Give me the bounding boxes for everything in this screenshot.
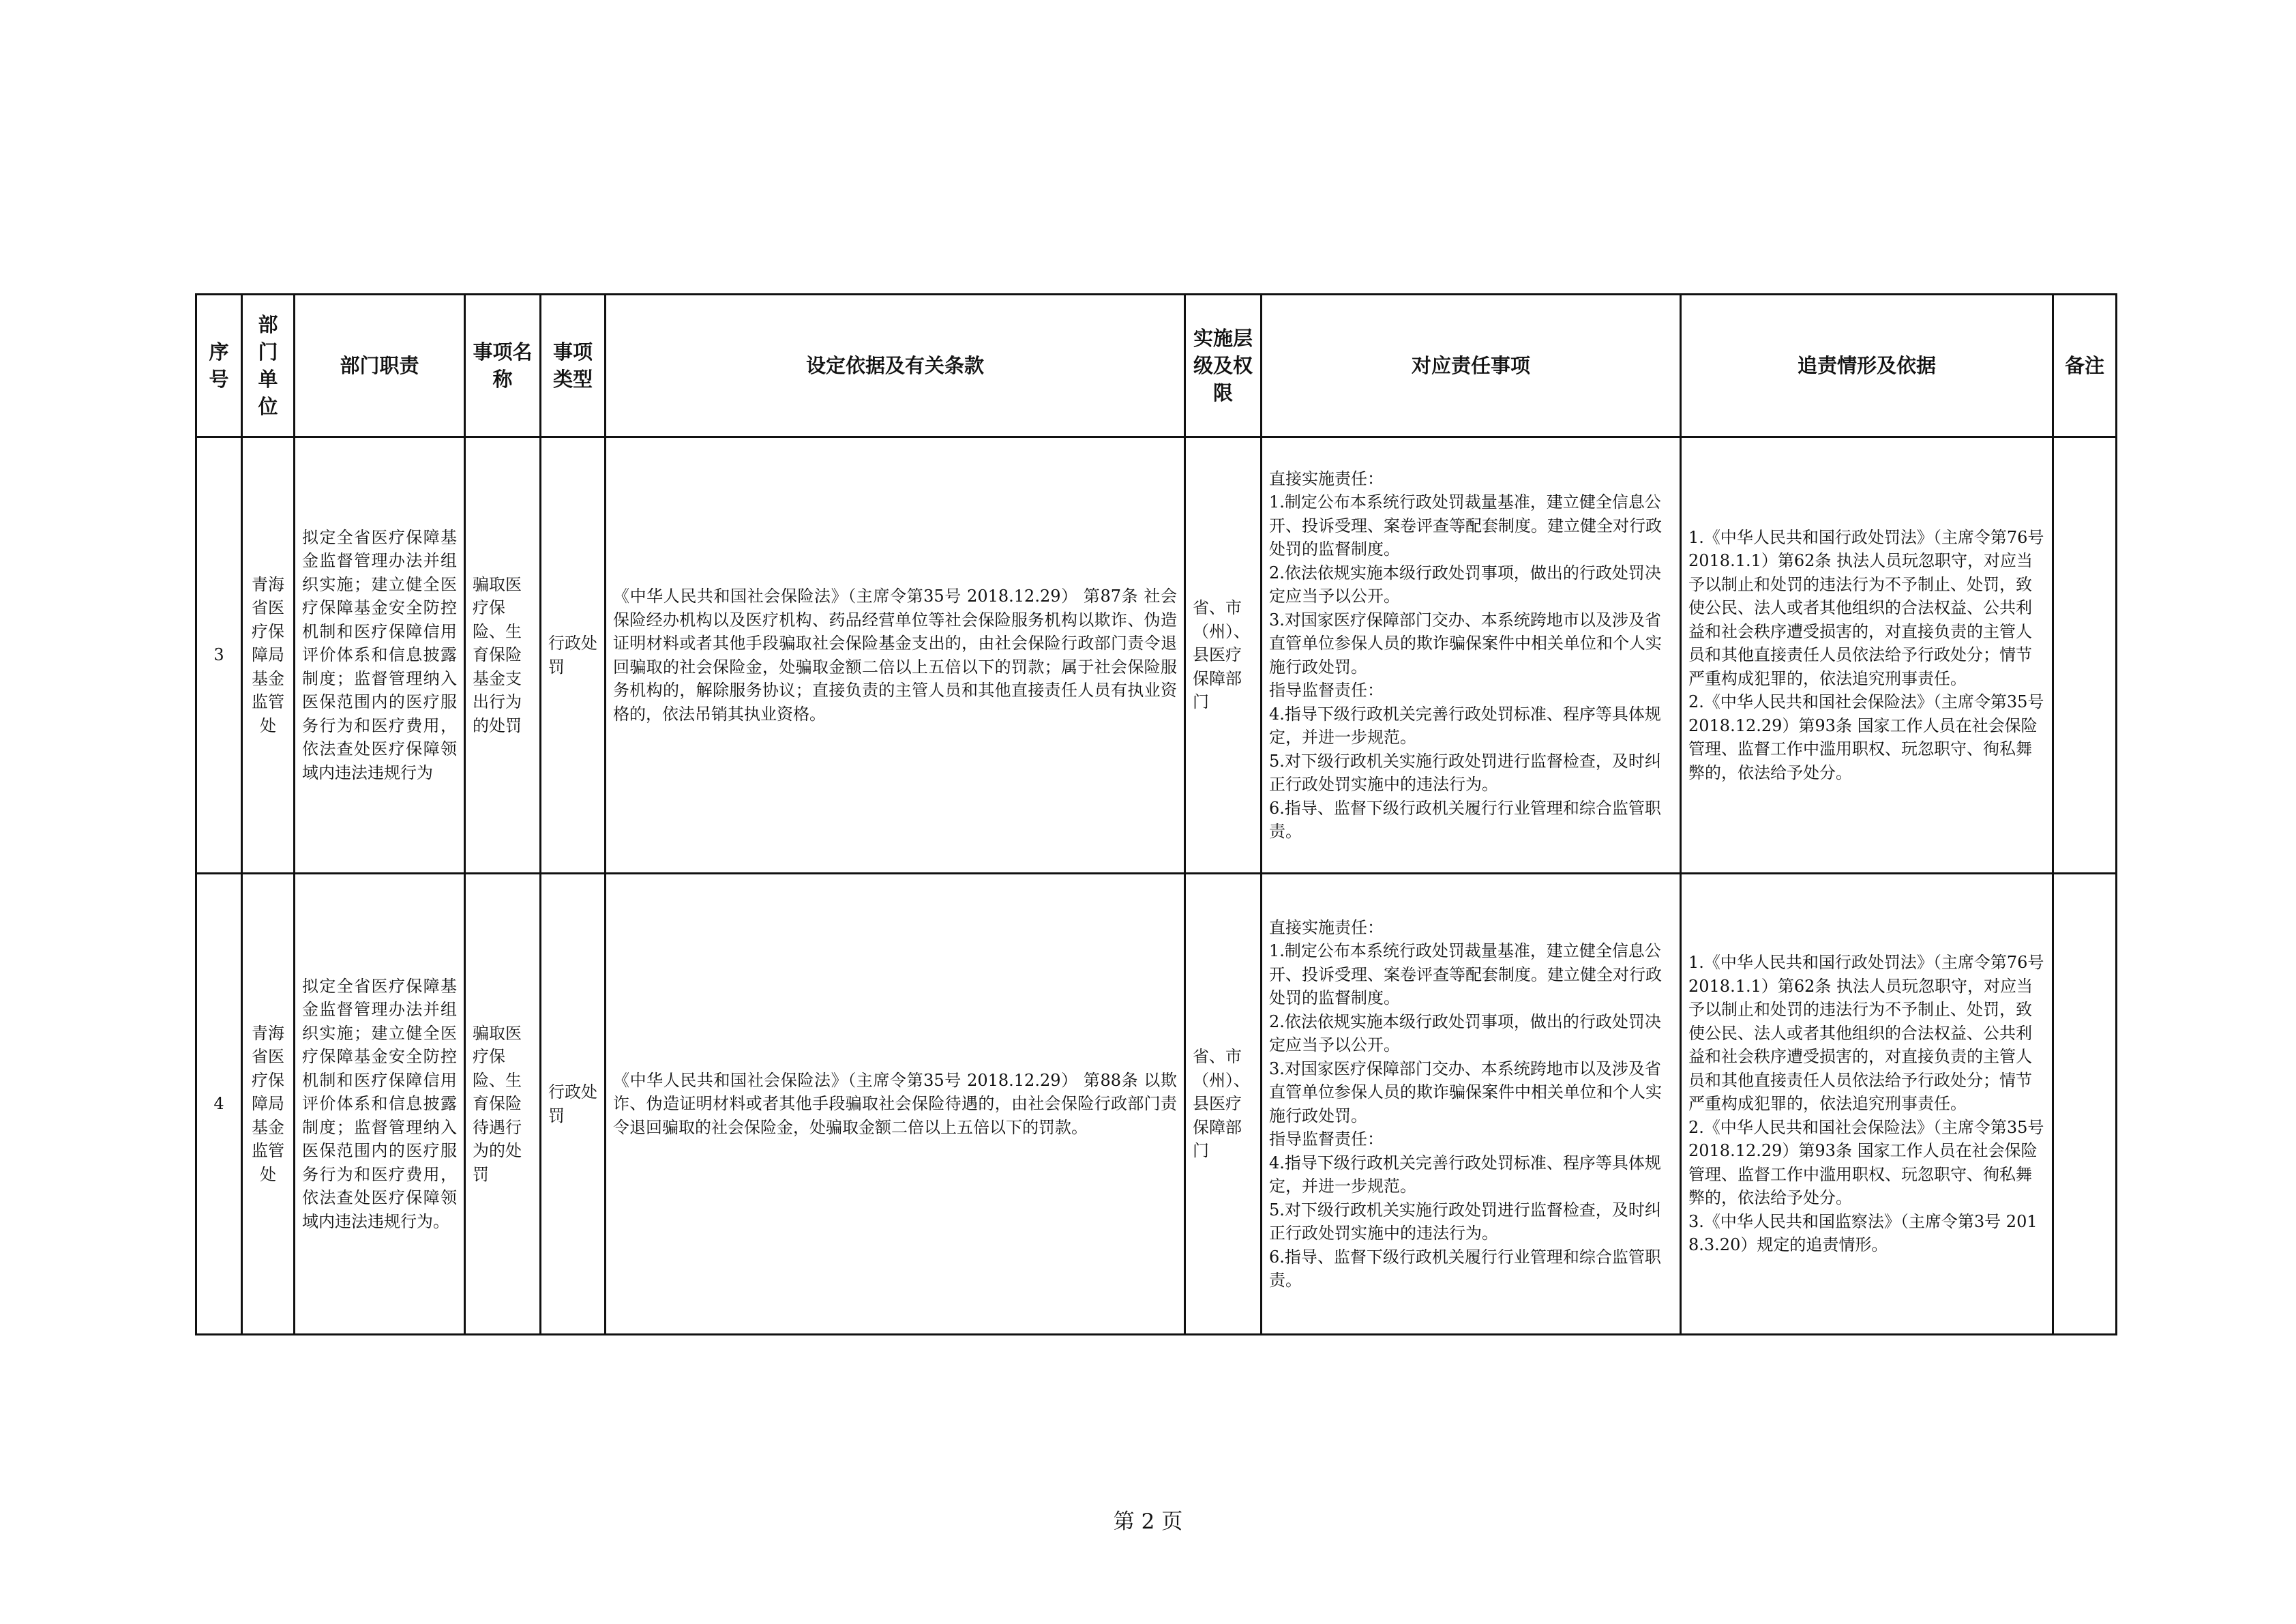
header-basis: 设定依据及有关条款 (606, 295, 1185, 437)
header-accountability: 追责情形及依据 (1681, 295, 2053, 437)
cell-seq: 4 (196, 874, 242, 1335)
responsibility-table (195, 293, 2117, 1335)
header-remark: 备注 (2053, 295, 2117, 437)
cell-remark (2053, 874, 2117, 1335)
header-item: 事项名称 (465, 295, 541, 437)
header-responsibility: 对应责任事项 (1262, 295, 1681, 437)
header-dept: 部门单位 (242, 295, 295, 437)
cell-duty: 拟定全省医疗保障基金监督管理办法并组织实施；建立健全医疗保障基金安全防控机制和医疗保障信用评价体系和信息披露制度；监督管理纳入医保范围内的医疗服务行为和医疗费用，依法查处医疗保障领域内违法违规行为 (295, 437, 465, 874)
cell-item: 骗取医疗保险、生育保险基金支出行为的处罚 (465, 437, 541, 874)
cell-type: 行政处罚 (541, 437, 606, 874)
cell-responsibility: 直接实施责任： 1.制定公布本系统行政处罚裁量基准，建立健全信息公开、投诉受理、案卷评查等配套制度。建立健全对行政处罚的监督制度。 2.依法依规实施本级行政处罚事项，做出的行政处罚决定应当予以公开。 3.对国家医疗保障部门交办、本系统跨地市以及涉及省直管单位参保人员的欺诈骗保案件中相关单位和个人实施行政处罚。 指导监督责任： 4.指导下级行政机关完善行政处罚标准、程序等具体规定，并进一步规范。 5.对下级行政机关实施行政处罚进行监督检查，及时纠正行政处罚实施中的违法行为。 6.指导、监督下级行政机关履行行业管理和综合监管职责。 (1262, 437, 1681, 874)
header-type: 事项类型 (541, 295, 606, 437)
cell-responsibility: 直接实施责任： 1.制定公布本系统行政处罚裁量基准，建立健全信息公开、投诉受理、案卷评查等配套制度。建立健全对行政处罚的监督制度。 2.依法依规实施本级行政处罚事项，做出的行政处罚决定应当予以公开。 3.对国家医疗保障部门交办、本系统跨地市以及涉及省直管单位参保人员的欺诈骗保案件中相关单位和个人实施行政处罚。 指导监督责任： 4.指导下级行政机关完善行政处罚标准、程序等具体规定，并进一步规范。 5.对下级行政机关实施行政处罚进行监督检查，及时纠正行政处罚实施中的违法行为。 6.指导、监督下级行政机关履行行业管理和综合监管职责。 (1262, 874, 1681, 1335)
cell-basis: 《中华人民共和国社会保险法》（主席令第35号 2018.12.29） 第88条 以欺诈、伪造证明材料或者其他手段骗取社会保险待遇的，由社会保险行政部门责令退回骗取的社会保险金，处骗取金额二倍以上五倍以下的罚款。 (606, 874, 1185, 1335)
cell-level: 省、市（州）、县医疗保障部门 (1185, 874, 1262, 1335)
cell-remark (2053, 437, 2117, 874)
cell-duty: 拟定全省医疗保障基金监督管理办法并组织实施；建立健全医疗保障基金安全防控机制和医疗保障信用评价体系和信息披露制度；监督管理纳入医保范围内的医疗服务行为和医疗费用，依法查处医疗保障领域内违法违规行为。 (295, 874, 465, 1335)
cell-accountability: 1.《中华人民共和国行政处罚法》（主席令第76号 2018.1.1）第62条 执法人员玩忽职守，对应当予以制止和处罚的违法行为不予制止、处罚，致使公民、法人或者其他组织的合法权益、公共利益和社会秩序遭受损害的，对直接负责的主管人员和其他直接责任人员依法给予行政处分；情节严重构成犯罪的，依法追究刑事责任。 2.《中华人民共和国社会保险法》（主席令第35号 2018.12.29）第93条 国家工作人员在社会保险管理、监督工作中滥用职权、玩忽职守、徇私舞弊的，依法给予处分。 3.《中华人民共和国监察法》（主席令第3号 2018.3.20）规定的追责情形。 (1681, 874, 2053, 1335)
cell-dept: 青海省医疗保障局基金监管处 (242, 437, 295, 874)
cell-level: 省、市（州）、县医疗保障部门 (1185, 437, 1262, 874)
cell-item: 骗取医疗保险、生育保险待遇行为的处罚 (465, 874, 541, 1335)
cell-seq: 3 (196, 437, 242, 874)
cell-basis: 《中华人民共和国社会保险法》（主席令第35号 2018.12.29） 第87条 社会保险经办机构以及医疗机构、药品经营单位等社会保险服务机构以欺诈、伪造证明材料或者其他手段骗取社会保险基金支出的，由社会保险行政部门责令退回骗取的社会保险金，处骗取金额二倍以上五倍以下的罚款；属于社会保险服务机构的，解除服务协议；直接负责的主管人员和其他直接责任人员有执业资格的，依法吊销其执业资格。 (606, 437, 1185, 874)
table-row (196, 874, 2117, 1335)
header-duty: 部门职责 (295, 295, 465, 437)
header-level: 实施层级及权限 (1185, 295, 1262, 437)
header-seq: 序号 (196, 295, 242, 437)
table-row (196, 437, 2117, 874)
cell-accountability: 1.《中华人民共和国行政处罚法》（主席令第76号 2018.1.1）第62条 执法人员玩忽职守，对应当予以制止和处罚的违法行为不予制止、处罚，致使公民、法人或者其他组织的合法权益、公共利益和社会秩序遭受损害的，对直接负责的主管人员和其他直接责任人员依法给予行政处分；情节严重构成犯罪的，依法追究刑事责任。 2.《中华人民共和国社会保险法》（主席令第35号 2018.12.29）第93条 国家工作人员在社会保险管理、监督工作中滥用职权、玩忽职守、徇私舞弊的，依法给予处分。 (1681, 437, 2053, 874)
page-number: 第 2 页 (1113, 1509, 1183, 1534)
cell-dept: 青海省医疗保障局基金监管处 (242, 874, 295, 1335)
table-header-row (196, 295, 2117, 437)
cell-type: 行政处罚 (541, 874, 606, 1335)
